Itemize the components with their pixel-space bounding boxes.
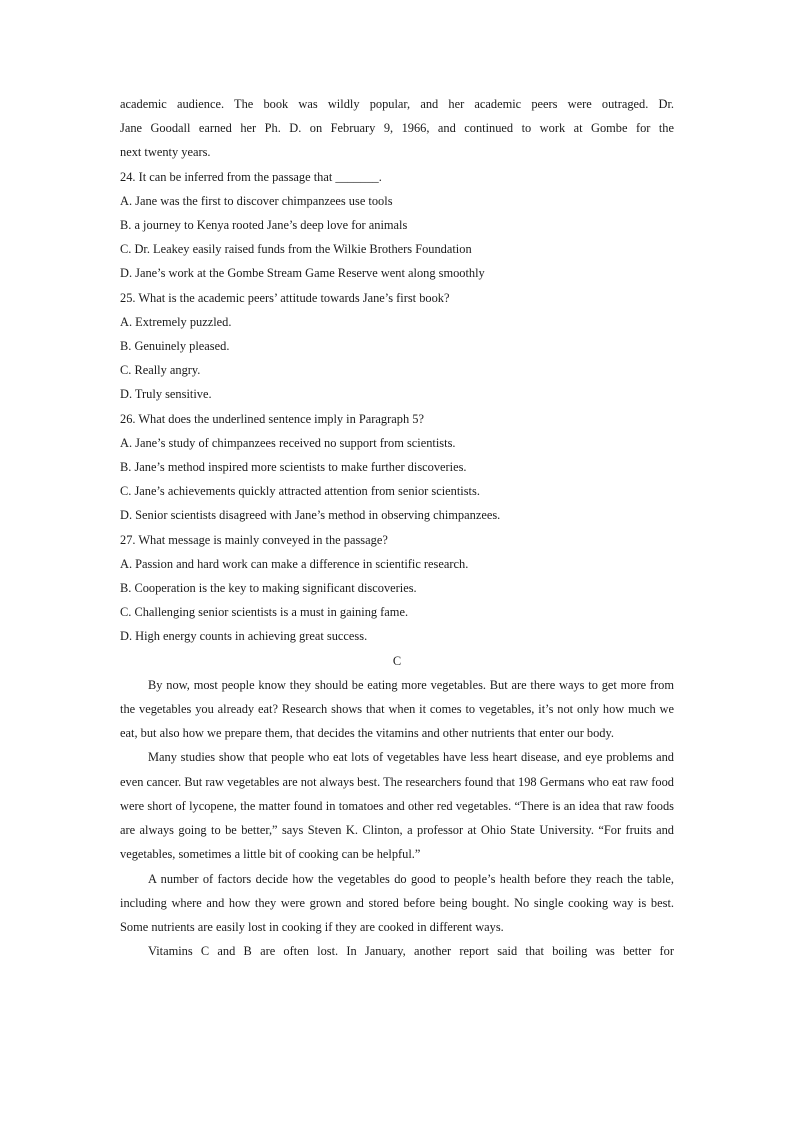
question-27	[120, 528, 674, 649]
answer-option: C. Jane’s achievements quickly attracted attention from senior scientists.	[120, 484, 480, 499]
answer-option: B. Jane’s method inspired more scientists to make further discoveries.	[120, 460, 467, 475]
answer-option: B. a journey to Kenya rooted Jane’s deep love for animals	[120, 218, 408, 233]
answer-option: D. Senior scientists disagreed with Jane’s method in observing chimpanzees.	[120, 508, 501, 523]
answer-option: D. Truly sensitive.	[120, 387, 212, 402]
answer-option: A. Passion and hard work can make a difference in scientific research.	[120, 556, 469, 571]
answer-option: A. Jane was the first to discover chimpanzees use tools	[120, 193, 393, 208]
passage-c	[120, 673, 674, 963]
answer-option: D. High energy counts in achieving great success.	[120, 629, 368, 644]
answer-option: B. Cooperation is the key to making significant discoveries.	[120, 581, 417, 596]
passage-b-ending	[120, 92, 674, 165]
answer-option: A. Jane’s study of chimpanzees received no support from scientists.	[120, 435, 456, 450]
paragraph: Many studies show that people who eat lots of vegetables have less heart disease, and eye problems and even cancer. But raw vegetables are not always best. The researchers found that 198 Germans who eat raw food were short of lycopene, the matter found in tomatoes and other red vegetables. “There is an idea that raw foods are always going to be better,” says Steven K. Clinton, a professor at Ohio State University. “For fruits and vegetables, sometimes a little bit of cooking can be helpful.”	[120, 750, 674, 862]
answer-option: A. Extremely puzzled.	[120, 314, 232, 329]
question-stem: 27. What message is mainly conveyed in the passage?	[120, 532, 388, 547]
paragraph: Vitamins C and B are often lost. In January, another report said that boiling was better for	[148, 944, 674, 959]
question-25	[120, 286, 674, 407]
paragraph: By now, most people know they should be eating more vegetables. But are there ways to get more from the vegetables you already eat? Research shows that when it comes to vegetables, it’s not only how much we eat, but also how we prepare them, that decides the vitamins and other nutrients that enter our body.	[120, 677, 674, 741]
paragraph: A number of factors decide how the vegetables do good to people’s health before they reach the table, including where and how they were grown and stored before being bought. No single cooking way is best. Some nutrients are easily lost in cooking if they are cooked in different ways.	[120, 871, 674, 934]
text-line: Jane Goodall earned her Ph. D. on February 9, 1966, and continued to work at Gombe for the	[120, 121, 674, 136]
answer-option: D. Jane’s work at the Gombe Stream Game Reserve went along smoothly	[120, 266, 485, 281]
document-page	[120, 92, 674, 963]
question-26	[120, 407, 674, 528]
answer-option: B. Genuinely pleased.	[120, 339, 230, 354]
question-stem: 24. It can be inferred from the passage that _______.	[120, 169, 382, 184]
answer-option: C. Challenging senior scientists is a must in gaining fame.	[120, 605, 409, 620]
answer-option: C. Dr. Leakey easily raised funds from the Wilkie Brothers Foundation	[120, 242, 472, 257]
question-24	[120, 165, 674, 286]
answer-option: C. Really angry.	[120, 363, 201, 378]
question-stem: 26. What does the underlined sentence imply in Paragraph 5?	[120, 411, 424, 426]
text-line: next twenty years.	[120, 145, 211, 160]
text-line: academic audience. The book was wildly popular, and her academic peers were outraged. Dr.	[120, 97, 674, 111]
question-stem: 25. What is the academic peers’ attitude towards Jane’s first book?	[120, 290, 450, 305]
section-heading: C	[392, 653, 402, 668]
